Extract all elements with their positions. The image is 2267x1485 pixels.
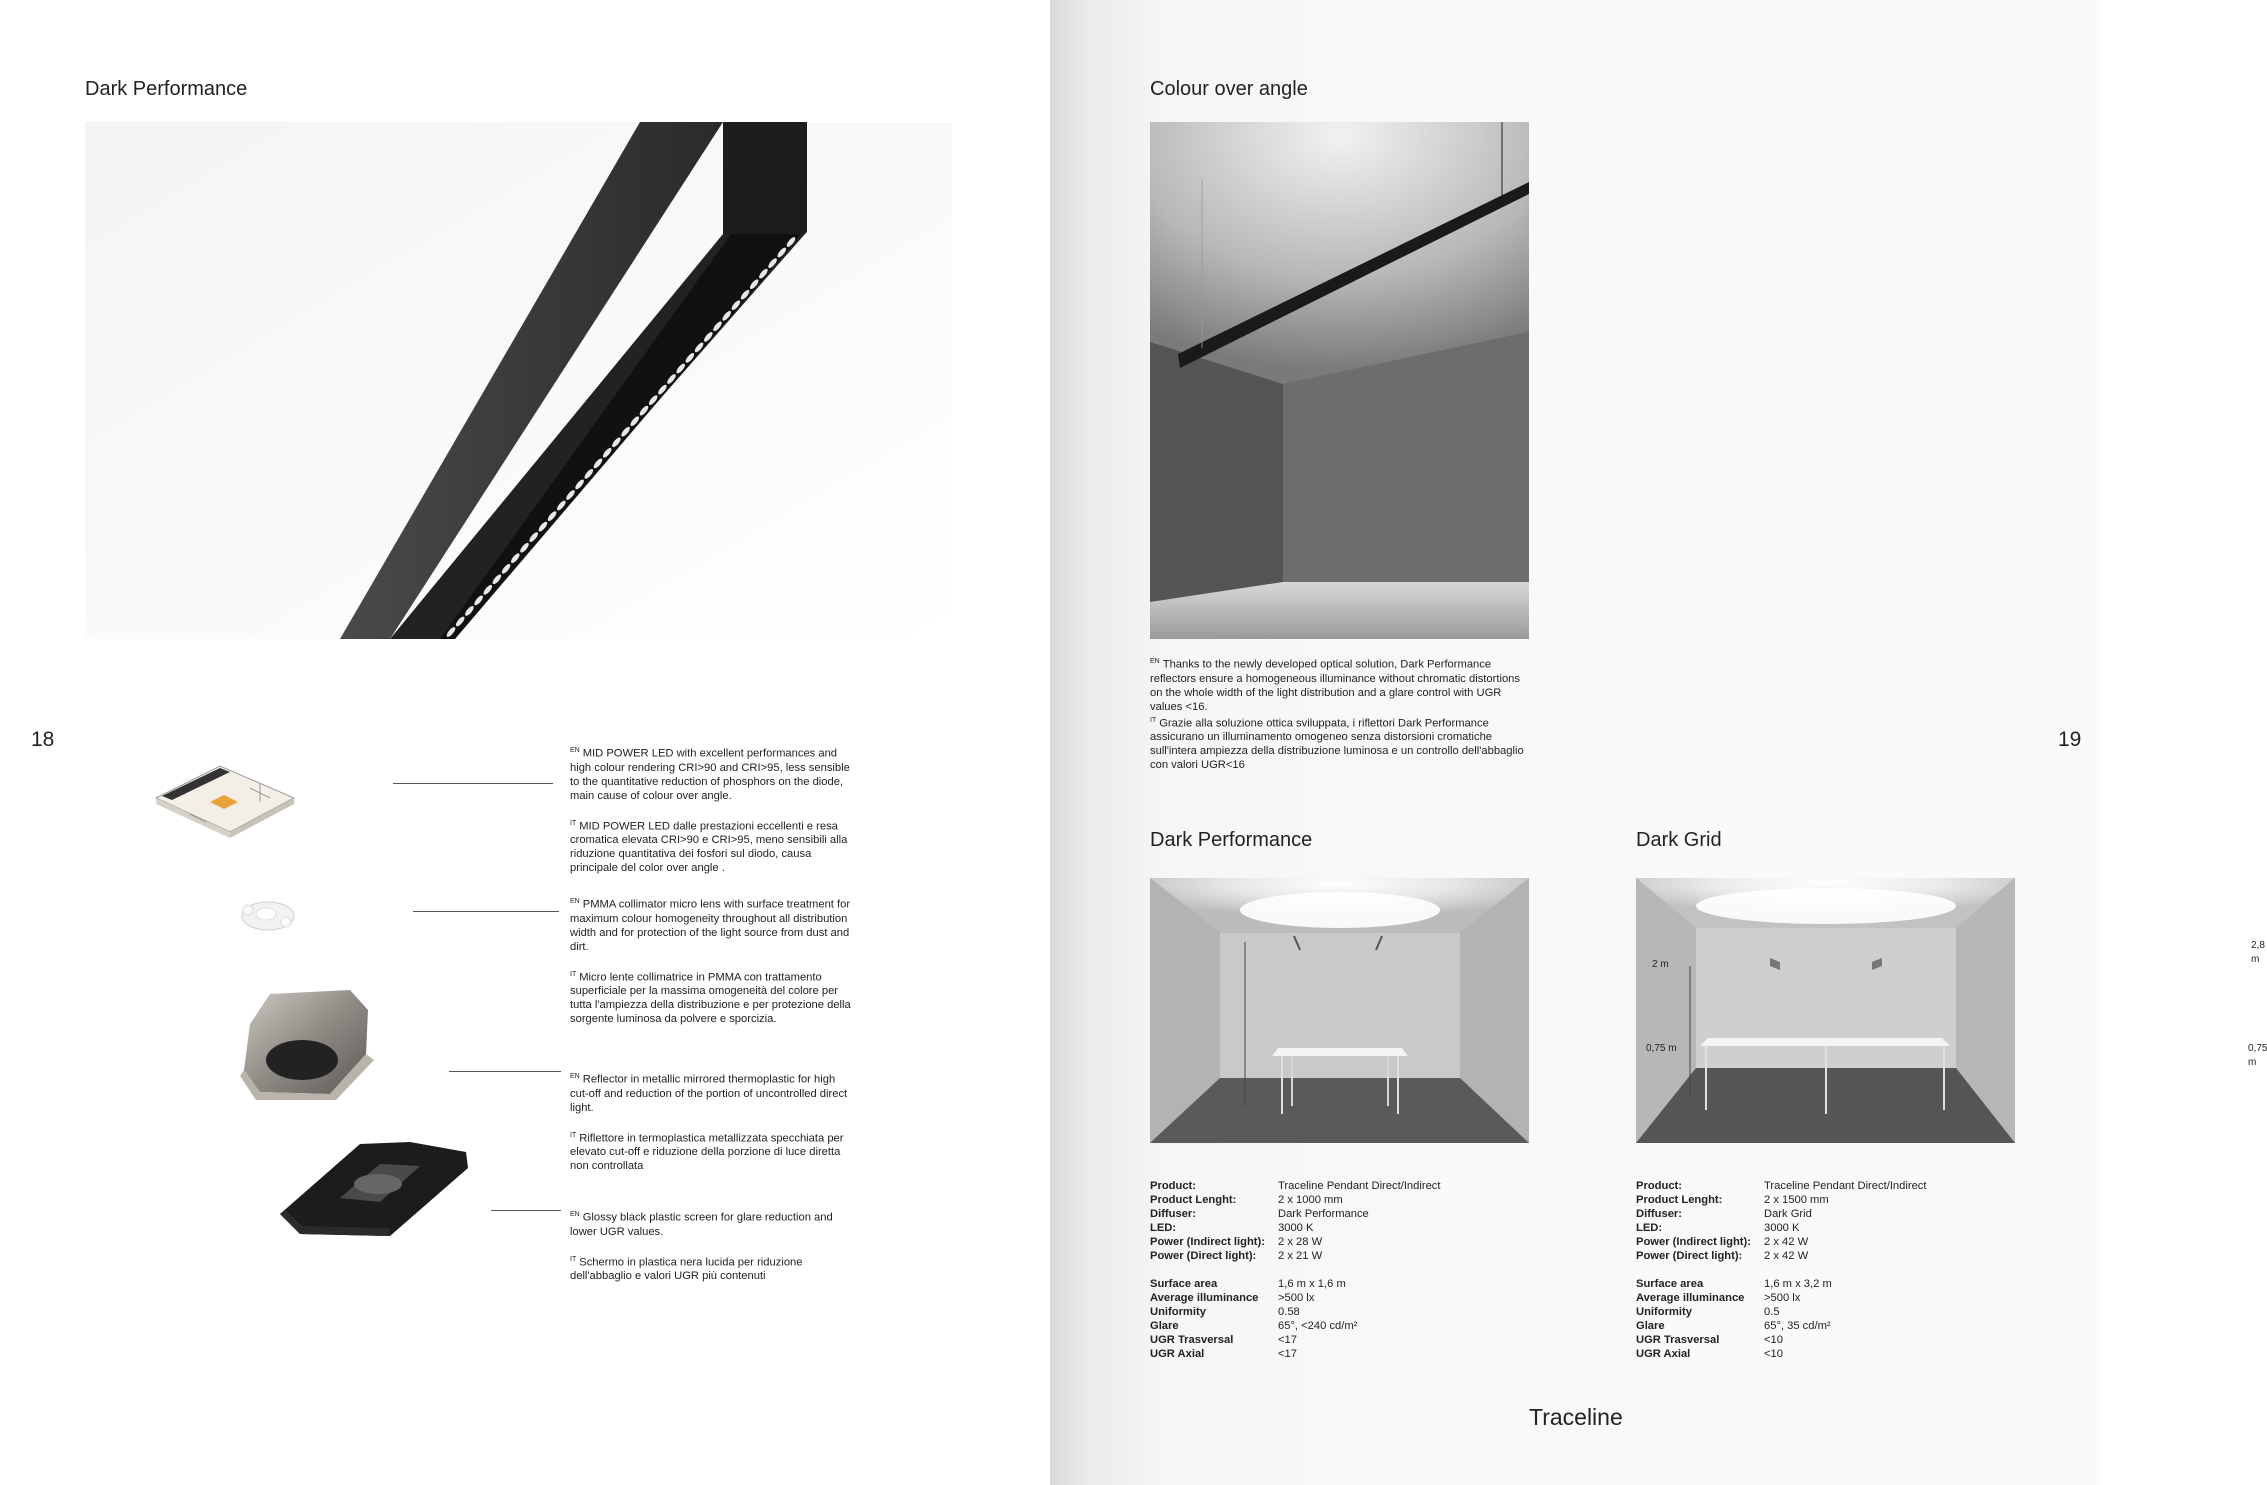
hero-product-photo — [85, 122, 952, 639]
lens-desc-it: Micro lente collimatrice in PMMA con trattamento superficiale per la massima omogeneità del colore per tutta l'ampiezza della distribuzione e per protezione della sorgente luminosa da polvere e sporcizia. — [570, 971, 851, 1026]
lens-desc-en: PMMA collimator micro lens with surface treatment for maximum colour homogeneity throughout all distribution width and for protection of the light source from dust and dirt. — [570, 898, 851, 953]
spec-value: 2 x 42 W — [1764, 1236, 1809, 1248]
micro-lens-image — [230, 892, 310, 942]
spec-row — [1636, 1193, 1927, 1207]
spec-value: 2 x 28 W — [1278, 1236, 1323, 1248]
spec-key: Glare — [1636, 1320, 1665, 1332]
specs-dark-grid — [1636, 1179, 1927, 1361]
spec-row — [1636, 1277, 1927, 1291]
height-label-dark-performance: 2,8 m — [2251, 940, 2265, 965]
led-desc-en: MID POWER LED with excellent performances and high colour rendering CRI>90 and CRI>95, less sensible to the quantitative reduction of phosphors on the diode, main cause of colour over angle. — [570, 747, 850, 802]
spec-row — [1636, 1235, 1927, 1249]
spec-key: Power (Indirect light): — [1150, 1236, 1265, 1248]
spec-row — [1150, 1291, 1441, 1305]
led-chip-image — [150, 758, 300, 848]
spec-row — [1636, 1319, 1927, 1333]
spec-row — [1150, 1235, 1441, 1249]
spec-value: Dark Grid — [1764, 1208, 1812, 1220]
spec-row — [1636, 1221, 1927, 1235]
component-reflector-text: $^{EN}$ Reflector in metallic mirrored thermoplastic for high cut-off and reduction of the portion of uncontrolled direct light. $^{IT}$ Riflettore in termoplastica metallizzata specchiata per elevato cut-off e riduzione della porzione di luce diretta non controllata — [570, 1073, 848, 1173]
reflector-desc-en: Reflector in metallic mirrored thermoplastic for high cut-off and reduction of the portion of uncontrolled direct light. — [570, 1073, 848, 1114]
spec-value: 0.5 — [1764, 1306, 1780, 1318]
spec-row — [1636, 1207, 1927, 1221]
spec-key: Power (Direct light): — [1150, 1250, 1257, 1262]
spec-value: <17 — [1278, 1334, 1297, 1346]
table-label-dark-performance: 0,75 m — [2248, 1043, 2267, 1068]
spec-row — [1150, 1221, 1441, 1235]
left-page — [0, 0, 1050, 1485]
led-desc-it: MID POWER LED dalle prestazioni eccellenti e resa cromatica elevata CRI>90 e CRI>95, meno sensibili alla riduzione quantitativa dei fosfori sul diodo, causa principale del color over angle . — [570, 820, 848, 875]
spec-row — [1150, 1319, 1441, 1333]
spec-gap — [1636, 1263, 1927, 1277]
spec-key: Power (Indirect light): — [1636, 1236, 1751, 1248]
spec-row — [1636, 1179, 1927, 1193]
spec-row — [1636, 1305, 1927, 1319]
spec-key: LED: — [1150, 1222, 1177, 1234]
spec-value: 2 x 1500 mm — [1764, 1194, 1829, 1206]
leader-line-screen — [491, 1210, 561, 1211]
right-page-title: Colour over angle — [1150, 78, 1308, 100]
spec-row — [1150, 1305, 1441, 1319]
table-label-dark-grid: 0,75 m — [1646, 1043, 1677, 1054]
spec-value: <10 — [1764, 1334, 1783, 1346]
spec-value: 65°, 35 cd/m² — [1764, 1320, 1831, 1332]
spec-key: LED: — [1636, 1222, 1663, 1234]
right-page-number: 19 — [2058, 728, 2082, 751]
spec-value: 3000 K — [1764, 1222, 1800, 1234]
leader-line-reflector — [449, 1071, 561, 1072]
screen-desc-en: Glossy black plastic screen for glare reduction and lower UGR values. — [570, 1211, 833, 1238]
spec-value: 2 x 42 W — [1764, 1250, 1809, 1262]
reflector-image — [240, 984, 400, 1104]
intro-it: Grazie alla soluzione ottica sviluppata, i riflettori Dark Performance assicurano un illuminamento omogeneo senza distorsioni cromatiche sull'intera ampiezza della distribuzione luminosa e un controllo dell'abbaglio con valori UGR<16 — [1150, 717, 1524, 772]
spec-key: Surface area — [1636, 1278, 1704, 1290]
spec-row — [1150, 1249, 1441, 1263]
spec-row — [1150, 1277, 1441, 1291]
intro-text: $^{EN}$ Thanks to the newly developed optical solution, Dark Performance reflectors ensure a homogeneous illuminance without chromatic distortions on the whole width of the light distribution and a glare control with UGR values <16. $^{IT}$ Grazie alla soluzione ottica sviluppata, i riflettori Dark Performance assicurano un illuminamento omogeneo senza distorsioni cromatiche sull'intera ampiezza della distribuzione luminosa e un controllo dell'abbaglio con valori UGR<16 — [1150, 658, 1524, 772]
spec-row — [1150, 1347, 1441, 1361]
spec-key: Average illuminance — [1150, 1292, 1259, 1304]
spec-key: Diffuser: — [1636, 1208, 1682, 1220]
spec-value: 1,6 m x 1,6 m — [1278, 1278, 1346, 1290]
spec-key: Diffuser: — [1150, 1208, 1196, 1220]
spec-row — [1150, 1207, 1441, 1221]
specs-dark-performance — [1150, 1179, 1441, 1361]
left-page-number: 18 — [31, 728, 55, 751]
spec-row — [1636, 1333, 1927, 1347]
component-lens-text: $^{EN}$ PMMA collimator micro lens with surface treatment for maximum colour homogeneity throughout all distribution width and for protection of the light source from dust and dirt. $^{IT}$ Micro lente collimatrice in PMMA con trattamento superficiale per la massima omogeneità del colore per tutta l'ampiezza della distribuzione e per protezione della sorgente luminosa da polvere e sporcizia. — [570, 898, 851, 1026]
height-label-dark-grid: 2 m — [1652, 959, 1669, 970]
spec-row — [1636, 1249, 1927, 1263]
spec-key: Product Lenght: — [1150, 1194, 1237, 1206]
spec-value: Traceline Pendant Direct/Indirect — [1278, 1180, 1441, 1192]
spec-value: >500 lx — [1764, 1292, 1801, 1304]
spec-value: 2 x 1000 mm — [1278, 1194, 1343, 1206]
spec-key: Average illuminance — [1636, 1292, 1745, 1304]
spec-key: UGR Axial — [1636, 1348, 1691, 1360]
spec-value: 3000 K — [1278, 1222, 1314, 1234]
spec-key: UGR Trasversal — [1150, 1334, 1234, 1346]
spec-key: Product: — [1636, 1180, 1682, 1192]
spec-key: Uniformity — [1150, 1306, 1206, 1318]
spec-row — [1636, 1347, 1927, 1361]
spec-row — [1636, 1291, 1927, 1305]
leader-line-lens — [413, 911, 559, 912]
spec-value: <17 — [1278, 1348, 1297, 1360]
spec-value: 0.58 — [1278, 1306, 1300, 1318]
render-dark-performance — [1150, 878, 1529, 1143]
spec-key: UGR Trasversal — [1636, 1334, 1720, 1346]
room-photo — [1150, 122, 1529, 639]
render-dark-grid — [1636, 878, 2015, 1143]
spec-key: Glare — [1150, 1320, 1179, 1332]
leader-line-led — [393, 783, 553, 784]
spec-key: Product: — [1150, 1180, 1196, 1192]
spec-row — [1150, 1193, 1441, 1207]
spec-key: Surface area — [1150, 1278, 1218, 1290]
case-title-dark-performance: Dark Performance — [1150, 829, 1313, 851]
spec-value: Dark Performance — [1278, 1208, 1369, 1220]
spec-value: 2 x 21 W — [1278, 1250, 1323, 1262]
spec-row — [1150, 1333, 1441, 1347]
spec-key: UGR Axial — [1150, 1348, 1205, 1360]
spec-value: >500 lx — [1278, 1292, 1315, 1304]
right-page — [1050, 0, 2267, 1485]
spec-row — [1150, 1179, 1441, 1193]
spec-key: Power (Direct light): — [1636, 1250, 1743, 1262]
component-screen-text: $^{EN}$ Glossy black plastic screen for glare reduction and lower UGR values. $^{IT}$ Schermo in plastica nera lucida per riduzione dell'abbaglio e valori UGR più contenuti — [570, 1211, 833, 1283]
spec-value: 65°, <240 cd/m² — [1278, 1320, 1358, 1332]
left-page-title: Dark Performance — [85, 78, 248, 100]
spec-value: 1,6 m x 3,2 m — [1764, 1278, 1832, 1290]
spec-gap — [1150, 1263, 1441, 1277]
spec-value: <10 — [1764, 1348, 1783, 1360]
spec-key: Product Lenght: — [1636, 1194, 1723, 1206]
reflector-desc-it: Riflettore in termoplastica metallizzata specchiata per elevato cut-off e riduzione della porzione di luce diretta non controllata — [570, 1132, 844, 1173]
screen-desc-it: Schermo in plastica nera lucida per riduzione dell'abbaglio e valori UGR più contenuti — [570, 1256, 803, 1283]
footer-brand: Traceline — [1529, 1404, 1623, 1430]
component-led-text: $^{EN}$ MID POWER LED with excellent performances and high colour rendering CRI>90 and CRI>95, less sensible to the quantitative reduction of phosphors on the diode, main cause of colour over angle. $^{IT}$ MID POWER LED dalle prestazioni eccellenti e resa cromatica elevata CRI>90 e CRI>95, meno sensibili alla riduzione quantitativa dei fosfori sul diodo, causa principale del color over angle . — [570, 747, 850, 875]
spec-value: Traceline Pendant Direct/Indirect — [1764, 1180, 1927, 1192]
spec-key: Uniformity — [1636, 1306, 1692, 1318]
black-screen-image — [280, 1128, 470, 1238]
intro-en: Thanks to the newly developed optical solution, Dark Performance reflectors ensure a homogeneous illuminance without chromatic distortions on the whole width of the light distribution and a glare control with UGR values <16. — [1150, 658, 1520, 713]
case-title-dark-grid: Dark Grid — [1636, 829, 1722, 851]
